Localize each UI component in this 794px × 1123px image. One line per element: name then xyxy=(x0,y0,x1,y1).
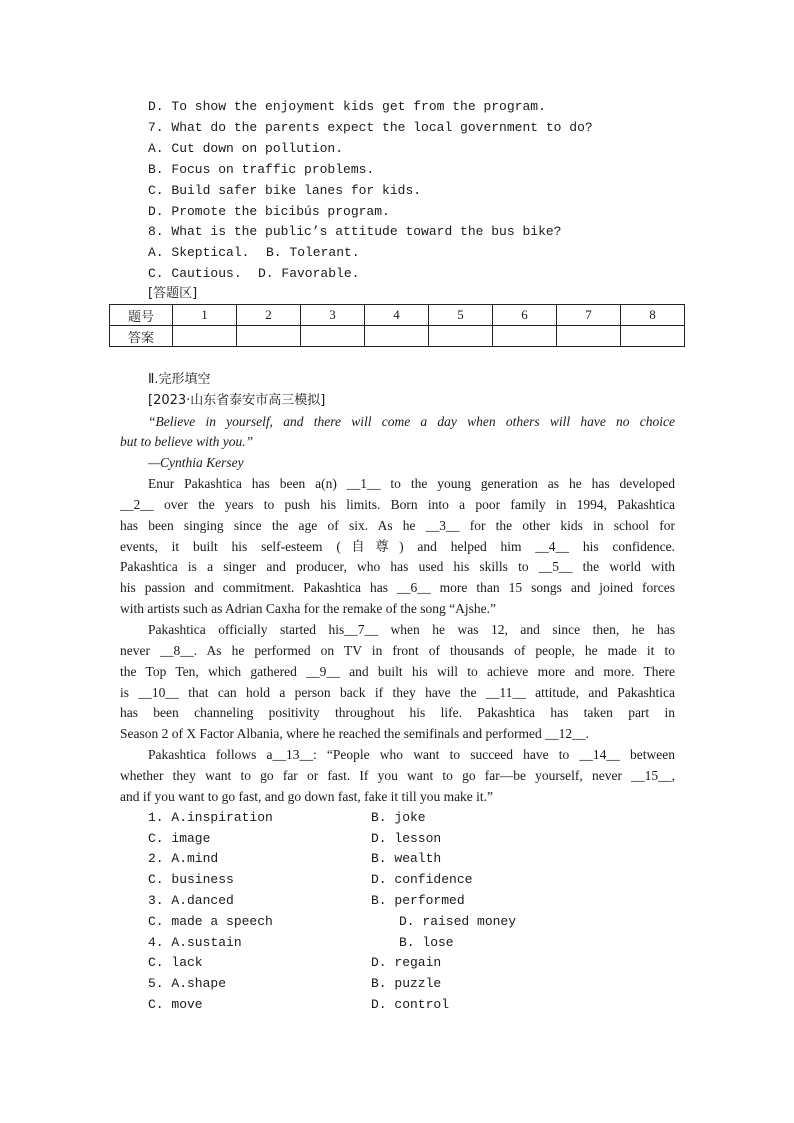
q6-option-d: D. To show the enjoyment kids get from the program. xyxy=(148,99,546,114)
q8-option-a: A. Skeptical. xyxy=(148,245,250,260)
passage-line: and if you want to go fast, and go down fast, fake it till you make it.” xyxy=(120,789,494,804)
option-b: B. joke xyxy=(371,810,426,825)
passage-line: with artists such as Adrian Caxha for the remake of the song “Ajshe.” xyxy=(120,601,497,616)
option-c: C. image xyxy=(148,831,211,846)
answer-cell[interactable] xyxy=(557,326,621,347)
q7-option-b: B. Focus on traffic problems. xyxy=(148,162,375,177)
answer-cell[interactable] xyxy=(237,326,301,347)
answer-cell[interactable] xyxy=(365,326,429,347)
passage-line: the Top Ten, which gathered __9__ and built his will to achieve more and more. There xyxy=(120,664,675,679)
number-cell: 7 xyxy=(557,305,621,326)
passage-line: Enur Pakashtica has been a(n) __1__ to the young generation as he has developed xyxy=(148,476,675,491)
answer-cell[interactable] xyxy=(493,326,557,347)
option-c: C. move xyxy=(148,997,203,1012)
answer-table xyxy=(109,304,685,347)
option-a: 3. A.danced xyxy=(148,893,234,908)
option-d: D. lesson xyxy=(371,831,442,846)
answer-cell[interactable] xyxy=(173,326,237,347)
quote-attribution: —Cynthia Kersey xyxy=(148,455,244,470)
passage-line: his passion and commitment. Pakashtica has __6__ more than 15 songs and joined forces xyxy=(120,580,675,595)
answer-table-answer-row xyxy=(110,326,685,347)
option-a: 2. A.mind xyxy=(148,851,219,866)
option-b: B. wealth xyxy=(371,851,442,866)
q7-option-c: C. Build safer bike lanes for kids. xyxy=(148,183,422,198)
section-heading: Ⅱ.完形填空 xyxy=(148,372,211,387)
passage-line: has been channeling positivity throughout his life. Pakashtica has taken part in xyxy=(120,705,675,720)
passage-line: Season 2 of X Factor Albania, where he reached the semifinals and performed __12__. xyxy=(120,726,589,741)
option-a: 5. A.shape xyxy=(148,976,227,991)
number-cell: 3 xyxy=(301,305,365,326)
number-cell: 8 xyxy=(621,305,685,326)
passage-line: __2__ over the years to push his limits. Born into a poor family in 1994, Pakashtica xyxy=(120,497,675,512)
passage-line: has been singing since the age of six. As he __3__ for the other kids in school for xyxy=(120,518,675,533)
answer-table-number-row xyxy=(110,305,685,326)
option-b: B. performed xyxy=(371,893,465,908)
q7-option-a: A. Cut down on pollution. xyxy=(148,141,344,156)
number-cell: 6 xyxy=(493,305,557,326)
answer-cell[interactable] xyxy=(301,326,365,347)
number-cell: 1 xyxy=(173,305,237,326)
option-c: C. lack xyxy=(148,955,203,970)
passage-line: never __8__. As he performed on TV in front of thousands of people, he made it to xyxy=(120,643,675,658)
option-b: B. puzzle xyxy=(371,976,442,991)
q7-stem: 7. What do the parents expect the local government to do? xyxy=(148,120,593,135)
answer-cell[interactable] xyxy=(429,326,493,347)
answer-area-label: [答题区] xyxy=(148,286,198,301)
option-b: B. lose xyxy=(399,935,454,950)
passage-line: events, it built his self-esteem (自尊) and helped him __4__ his confidence. xyxy=(120,539,675,554)
quote-line: “Believe in yourself, and there will come a day when others will have no choice xyxy=(148,414,675,429)
source-note: [2023·山东省泰安市高三模拟] xyxy=(148,393,326,408)
option-d: D. confidence xyxy=(371,872,473,887)
number-cell: 5 xyxy=(429,305,493,326)
passage-line: Pakashtica officially started his__7__ when he was 12, and since then, he has xyxy=(148,622,675,637)
passage-line: Pakashtica follows a__13__: “People who want to succeed have to __14__ between xyxy=(148,747,675,762)
number-header-cell: 题号 xyxy=(110,305,173,326)
q8-option-d: D. Favorable. xyxy=(258,266,360,281)
option-d: D. regain xyxy=(371,955,442,970)
number-cell: 2 xyxy=(237,305,301,326)
quote-line: but to believe with you.” xyxy=(120,434,254,449)
option-d: D. raised money xyxy=(399,914,517,929)
q7-option-d: D. Promote the bicibús program. xyxy=(148,204,390,219)
passage-line: is __10__ that can hold a person back if they have the __11__ attitude, and Pakashtica xyxy=(120,685,675,700)
passage-line: Pakashtica is a singer and producer, who has used his skills to __5__ the world with xyxy=(120,559,675,574)
passage-line: whether they want to go far or fast. If you want to go far—be yourself, never __15__, xyxy=(120,768,675,783)
option-d: D. control xyxy=(371,997,450,1012)
number-cell: 4 xyxy=(365,305,429,326)
q8-option-c: C. Cautious. xyxy=(148,266,242,281)
option-c: C. made a speech xyxy=(148,914,273,929)
q8-option-b: B. Tolerant. xyxy=(266,245,360,260)
option-a: 1. A.inspiration xyxy=(148,810,273,825)
answer-header-cell: 答案 xyxy=(110,326,173,347)
q8-stem: 8. What is the public’s attitude toward the bus bike? xyxy=(148,224,562,239)
answer-cell[interactable] xyxy=(621,326,685,347)
option-a: 4. A.sustain xyxy=(148,935,242,950)
option-c: C. business xyxy=(148,872,234,887)
